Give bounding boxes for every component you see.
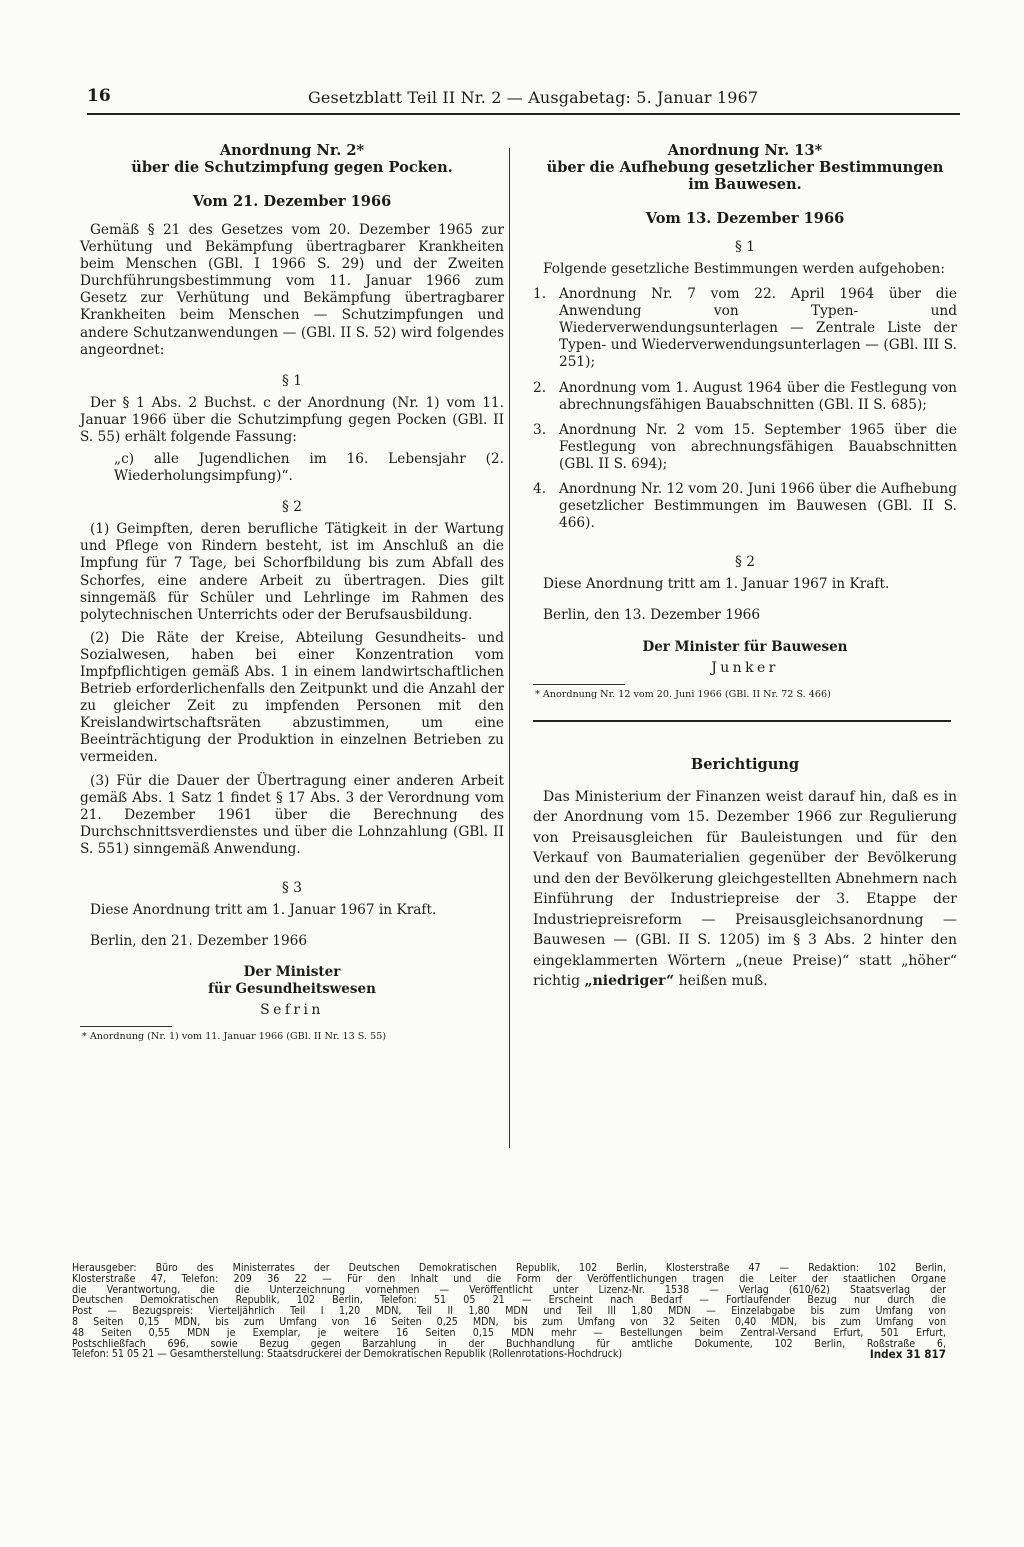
imprint-line: Deutschen Demokratischen Republik, 102 Berlin, Telefon: 51 05 21 — Erscheint nach Bedarf — Fortlaufender Bezug nur durch die [72,1294,946,1307]
left-s2-p3: (3) Für die Dauer der Übertragung einer anderen Arbeit gemäß Abs. 1 Satz 1 findet § 17 Abs. 3 der Verordnung vom 21. Dezember 1961 über die Berechnung des Durchschnittsverdienstes und über die Lohnzahlung (GBl. II S. 551) sinngemäß Anwendung. [80,772,504,857]
imprint-last-row [72,1349,946,1360]
column-divider [509,148,510,1148]
right-title [533,142,957,193]
list-item-number: 3. [533,421,547,438]
index-number: Index 31 817 [869,1347,946,1362]
right-sig-name: Junker [711,659,779,676]
imprint-line: 48 Seiten 0,55 MDN je Exemplar, je weitere 16 Seiten 0,15 MDN mehr — Bestellungen beim Zentral-Versand Erfurt, 501 Erfurt, [72,1326,946,1339]
list-item [533,481,957,532]
list-item-number: 2. [533,379,547,396]
right-footnote: * Anordnung Nr. 12 vom 20. Juni 1966 (GBl. II Nr. 72 S. 466) [535,688,831,700]
imprint-line: Klosterstraße 47, Telefon: 209 36 22 — Für den Inhalt und die Form der Veröffentlichungen tragen die Leiter der staatlichen Organe [72,1272,946,1285]
left-sig-name: Sefrin [260,1002,324,1019]
page-number: 16 [87,86,111,106]
right-column [533,142,957,992]
list-item-text: Anordnung Nr. 12 vom 20. Juni 1966 über die Aufhebung gesetzlicher Bestimmungen im Bauwesen (GBl. II S. 466). [559,481,957,532]
list-item-number: 4. [533,481,547,498]
left-footnote: * Anordnung (Nr. 1) vom 11. Januar 1966 (GBl. II Nr. 13 S. 55) [82,1031,387,1043]
imprint-line: die Verantwortung, die die Unterzeichnung vornehmen — Veröffentlicht unter Lizenz-Nr. 1538 — Verlag (610/62) Staatsverlag der [72,1283,946,1296]
right-signature [533,639,957,676]
left-intro: Gemäß § 21 des Gesetzes vom 20. Dezember 1965 zur Verhütung und Bekämpfung übertragbarer Krankheiten beim Menschen (GBl. I 1966 S. 29) und der Zweiten Durchführungsbestimmung vom 11. Januar 1966 zum Gesetz zur Verhütung und Bekämpfung übertragbarer Krankheiten beim Menschen — Schutzimpfungen und andere Schutzanwendungen — (GBl. II S. 52) wird folgendes angeordnet: [80,222,504,358]
repealed-list [533,286,957,532]
left-title-line2: über die Schutzimpfung gegen Pocken. [131,159,453,176]
berichtigung-text-b: heißen muß. [674,973,768,989]
berichtigung-text [533,787,957,992]
left-date: Vom 21. Dezember 1966 [192,193,392,210]
right-place-date: Berlin, den 13. Dezember 1966 [543,607,761,624]
right-title-line3: im Bauwesen. [688,176,802,193]
right-s1-heading: § 1 [735,239,755,255]
imprint-last-line: Telefon: 51 05 21 — Gesamtherstellung: Staatsdruckerei der Demokratischen Republik (Rollenrotations-Hochdruck) [72,1348,623,1361]
imprint-line: Postschließfach 696, sowie Bezug gegen Barzahlung in der Buchhandlung für amtliche Dokumente, 102 Berlin, Roßstraße 6, [72,1337,946,1350]
list-item-text: Anordnung Nr. 2 vom 15. September 1965 über die Festlegung von abrechnungsfähigen Bauabschnitten (GBl. II S. 694); [559,421,957,472]
left-signature [80,964,504,1018]
left-s1-text: Der § 1 Abs. 2 Buchst. c der Anordnung (Nr. 1) vom 11. Januar 1966 über die Schutzimpfung gegen Pocken (GBl. II S. 55) erhält folgende Fassung: [80,394,504,445]
berichtigung-bold-word: „niedriger“ [584,973,675,989]
imprint-line: Herausgeber: Büro des Ministerrates der Deutschen Demokratischen Republik, 102 Berlin, Klosterstraße 47 — Redaktion: 102 Berlin, [72,1262,946,1274]
running-header: Gesetzblatt Teil II Nr. 2 — Ausgabetag: 5. Januar 1967 [308,88,759,107]
left-s3-text: Diese Anordnung tritt am 1. Januar 1967 in Kraft. [90,902,437,918]
list-item [533,286,957,371]
header-rule [87,113,960,115]
list-item [533,380,957,414]
right-title-line2: über die Aufhebung gesetzlicher Bestimmungen [546,159,944,176]
right-s2-heading: § 2 [735,554,755,571]
right-s1-intro: Folgende gesetzliche Bestimmungen werden aufgehoben: [543,261,945,277]
list-item-text: Anordnung Nr. 7 vom 22. April 1964 über die Anwendung von Typen- und Wiederverwendungsunterlagen — Zentrale Liste der Typen- und Wiederverwendungsunterlagen — (GBl. III S. 251); [559,286,957,371]
right-footnote-rule [533,684,625,685]
left-title [80,142,504,176]
left-s1-quote: „c) alle Jugendlichen im 16. Lebensjahr (2. Wiederholungsimpfung)“. [114,451,504,485]
left-s3-heading: § 3 [282,880,302,896]
left-title-line1: Anordnung Nr. 2* [219,142,365,159]
list-item-text: Anordnung vom 1. August 1964 über die Festlegung von abrechnungsfähigen Bauabschnitten (GBl. II S. 685); [559,379,957,413]
left-s2-p1: (1) Geimpften, deren berufliche Tätigkeit in der Wartung und Pflege von Rindern besteht, ist im Anschluß an die Impfung für 7 Tage, bei Schorfbildung bis zum Abfall des Schorfes, eine andere Arbeit zu übertragen. Dies gilt sinngemäß für Schüler und Lehrlinge im Rahmen des polytechnischen Unterrichts oder der Berufsausbildung. [80,521,504,623]
left-column [80,142,504,1042]
berichtigung-text-a: Das Ministerium der Finanzen weist darauf hin, daß es in der Anordnung vom 15. Dezember 1966 zur Regulierung von Preisausgleichen für Bauleistungen und für den Verkauf von Baumaterialien gegenüber der Bevölkerung und den der Bevölkerung gleichgestellten Abnehmern nach Einführung der Industriepreise der 3. Etappe der Industriepreisreform — Preisausgleichsanordnung — Bauwesen — (GBl. II S. 1205) im § 3 Abs. 2 hinter den eingeklammerten Wörtern „(neue Preise)“ statt „höher“ richtig [533,788,957,989]
section-separator [533,720,951,722]
left-sig-line2: für Gesundheitswesen [208,981,376,998]
left-place-date: Berlin, den 21. Dezember 1966 [90,933,308,950]
list-item [533,422,957,473]
left-s2-heading: § 2 [282,499,302,516]
left-sig-line1: Der Minister [243,964,341,981]
right-date: Vom 13. Dezember 1966 [645,210,845,227]
right-s2-text: Diese Anordnung tritt am 1. Januar 1967 in Kraft. [543,576,890,593]
right-title-line1: Anordnung Nr. 13* [667,142,823,159]
imprint-line: Post — Bezugspreis: Vierteljährlich Teil I 1,20 MDN, Teil II 1,80 MDN und Teil III 1,80 MDN — Einzelabgabe bis zum Umfang von [72,1305,946,1318]
list-item-number: 1. [533,286,547,303]
left-footnote-rule [80,1026,172,1027]
left-s2-p2: (2) Die Räte der Kreise, Abteilung Gesundheits- und Sozialwesen, haben bei einer Konzentration vom Impfpflichtigen gemäß Abs. 1 in einem landwirtschaftlichen Betrieb erforderlichenfalls den Zeitpunkt und die Anzahl der zu gleicher Zeit zu impfenden Personen mit den Kreislandwirtschaftsräten abzustimmen, um eine Beeinträchtigung der Produktion in einzelnen Betrieben zu vermeiden. [80,629,504,766]
left-s1-heading: § 1 [282,372,302,389]
imprint-line: 8 Seiten 0,15 MDN, bis zum Umfang von 16 Seiten 0,25 MDN, bis zum Umfang von 32 Seiten 0,40 MDN, bis zum Umfang von [72,1315,946,1328]
imprint [72,1263,946,1360]
berichtigung-title: Berichtigung [690,755,800,773]
right-sig-line1: Der Minister für Bauwesen [642,638,848,655]
